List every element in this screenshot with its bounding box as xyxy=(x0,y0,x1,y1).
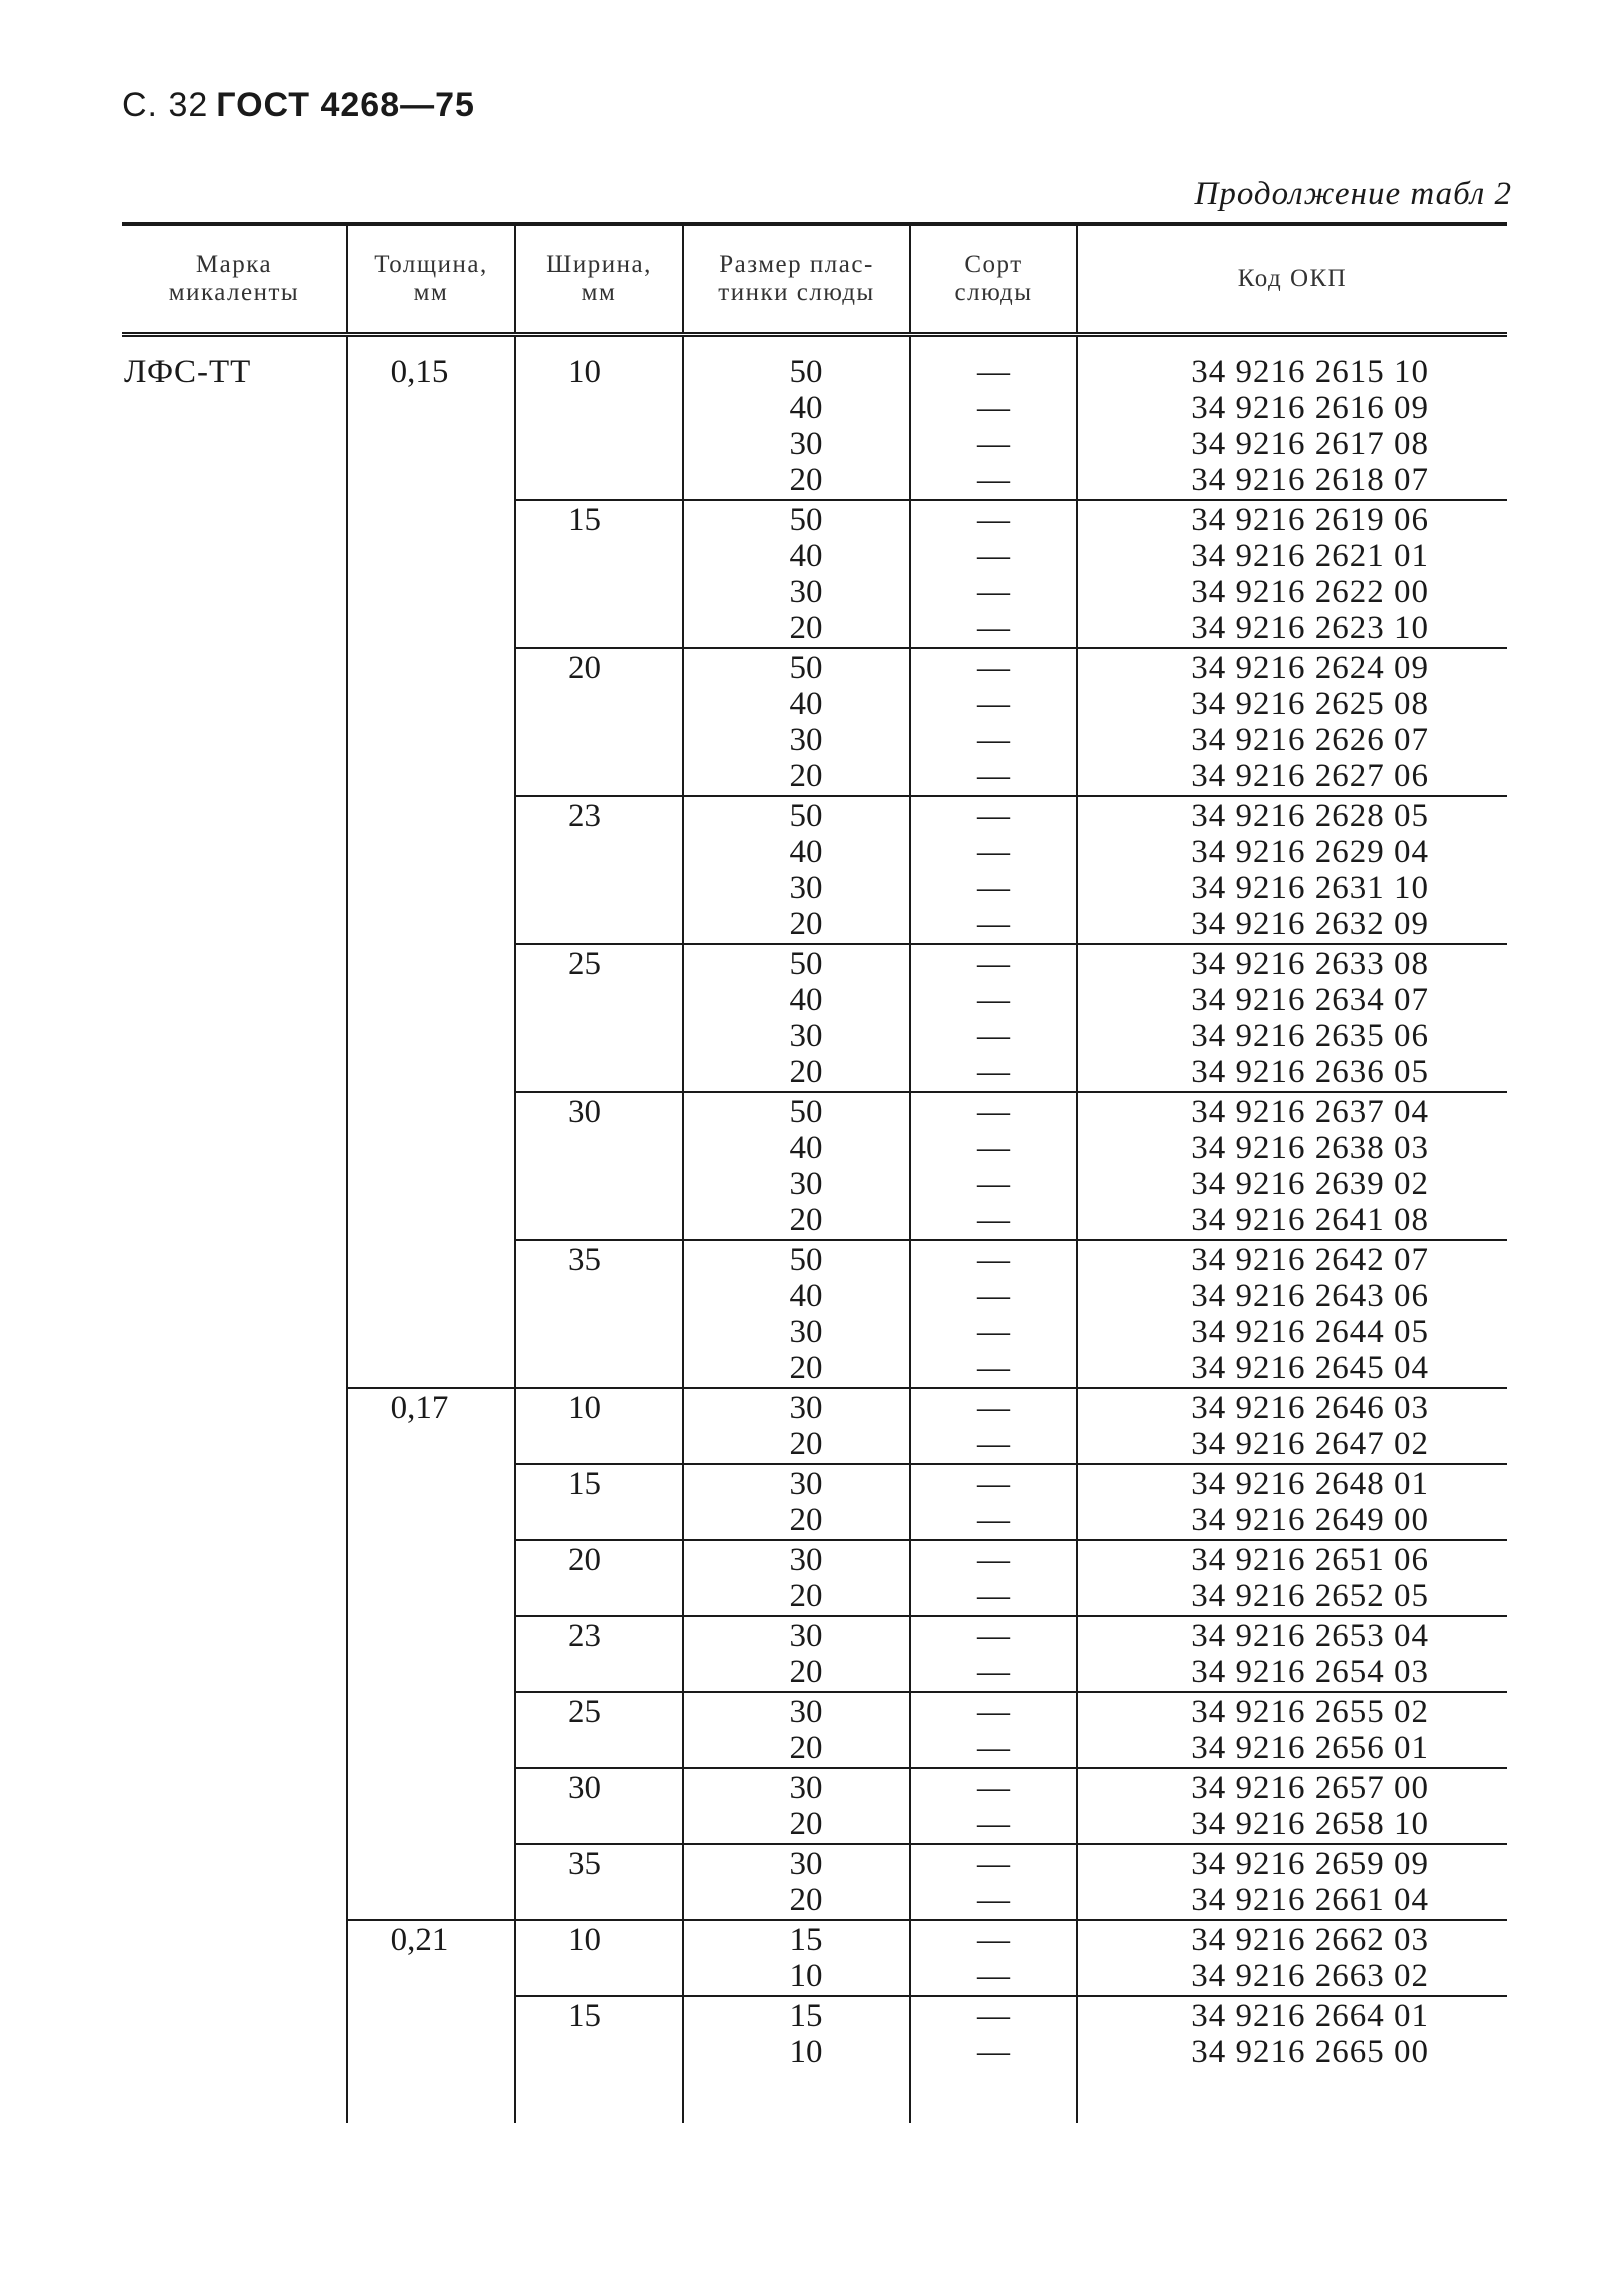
thickness-cell xyxy=(347,648,515,796)
okp-code-value: 34 9216 2662 03 xyxy=(1191,1921,1429,1958)
plate-size-value: 30 xyxy=(789,1313,823,1350)
width-value: 10 xyxy=(568,353,601,390)
okp-code-cell xyxy=(1077,1540,1507,1616)
grade-dash: — xyxy=(977,2033,1010,2070)
mica-grade-cell xyxy=(910,1540,1077,1616)
thickness-cell xyxy=(347,1692,515,1768)
thickness-cell xyxy=(347,1540,515,1616)
width-value: 23 xyxy=(568,1617,601,1654)
okp-code-value: 34 9216 2643 06 xyxy=(1191,1277,1429,1314)
grade-dash: — xyxy=(977,573,1010,610)
header-okp-code: Код ОКП xyxy=(1077,224,1507,334)
plate-size-value: 40 xyxy=(789,389,823,426)
table-row xyxy=(122,944,1507,1092)
plate-size-cell xyxy=(683,1844,910,1920)
plate-size-cell xyxy=(683,1388,910,1464)
grade-dash: — xyxy=(977,353,1010,390)
okp-code-value: 34 9216 2652 05 xyxy=(1191,1577,1429,1614)
grade-dash: — xyxy=(977,1129,1010,1166)
plate-size-value: 30 xyxy=(789,869,823,906)
width-value: 30 xyxy=(568,1093,601,1130)
thickness-cell xyxy=(347,353,515,500)
thickness-cell xyxy=(347,1768,515,1844)
width-value: 20 xyxy=(568,649,601,686)
mark-cell xyxy=(122,648,347,796)
plate-size-value: 50 xyxy=(789,1093,823,1130)
mica-grade-cell xyxy=(910,944,1077,1092)
plate-size-cell xyxy=(683,1616,910,1692)
grade-dash: — xyxy=(977,1241,1010,1278)
plate-size-value: 30 xyxy=(789,1693,823,1730)
plate-size-cell xyxy=(683,944,910,1092)
width-value: 10 xyxy=(568,1921,601,1958)
okp-code-cell xyxy=(1077,944,1507,1092)
grade-dash: — xyxy=(977,797,1010,834)
plate-size-value: 20 xyxy=(789,1053,823,1090)
okp-code-cell xyxy=(1077,1092,1507,1240)
grade-dash: — xyxy=(977,1845,1010,1882)
okp-code-cell xyxy=(1077,648,1507,796)
okp-code-value: 34 9216 2615 10 xyxy=(1191,353,1429,390)
plate-size-value: 50 xyxy=(789,1241,823,1278)
grade-dash: — xyxy=(977,389,1010,426)
okp-code-value: 34 9216 2649 00 xyxy=(1191,1501,1429,1538)
mark-cell xyxy=(122,1388,347,1464)
plate-size-value: 15 xyxy=(789,1997,823,2034)
plate-size-value: 20 xyxy=(789,905,823,942)
mica-grade-cell xyxy=(910,1240,1077,1388)
grade-dash: — xyxy=(977,1053,1010,1090)
grade-dash: — xyxy=(977,1425,1010,1462)
width-cell xyxy=(515,796,683,944)
plate-size-value: 40 xyxy=(789,1129,823,1166)
okp-code-value: 34 9216 2642 07 xyxy=(1191,1241,1429,1278)
grade-dash: — xyxy=(977,1277,1010,1314)
page-number: С. 32 xyxy=(122,86,209,124)
table-row xyxy=(122,1996,1507,2071)
okp-code-value: 34 9216 2636 05 xyxy=(1191,1053,1429,1090)
thickness-cell xyxy=(347,1920,515,1996)
plate-size-value: 15 xyxy=(789,1921,823,1958)
mica-grade-cell xyxy=(910,1996,1077,2071)
width-value: 10 xyxy=(568,1389,601,1426)
page-header xyxy=(122,86,475,125)
plate-size-value: 30 xyxy=(789,1845,823,1882)
mica-grade-cell xyxy=(910,1768,1077,1844)
width-value: 35 xyxy=(568,1845,601,1882)
header-mark: Марка микаленты xyxy=(122,224,347,334)
mica-grade-cell xyxy=(910,1920,1077,1996)
grade-dash: — xyxy=(977,905,1010,942)
okp-code-value: 34 9216 2633 08 xyxy=(1191,945,1429,982)
standard-number: ГОСТ 4268—75 xyxy=(216,86,475,124)
mark-cell xyxy=(122,1920,347,1996)
plate-size-value: 40 xyxy=(789,1277,823,1314)
plate-size-value: 20 xyxy=(789,1729,823,1766)
okp-code-value: 34 9216 2622 00 xyxy=(1191,573,1429,610)
okp-code-cell xyxy=(1077,500,1507,648)
okp-code-value: 34 9216 2661 04 xyxy=(1191,1881,1429,1918)
plate-size-value: 30 xyxy=(789,425,823,462)
plate-size-value: 20 xyxy=(789,1349,823,1386)
plate-size-cell xyxy=(683,353,910,500)
mark-cell xyxy=(122,1464,347,1540)
grade-dash: — xyxy=(977,1349,1010,1386)
grade-dash: — xyxy=(977,833,1010,870)
mark-cell xyxy=(122,1844,347,1920)
plate-size-cell xyxy=(683,1692,910,1768)
mark-value: ЛФС-ТТ xyxy=(124,353,252,390)
plate-size-cell xyxy=(683,796,910,944)
plate-size-value: 50 xyxy=(789,501,823,538)
grade-dash: — xyxy=(977,1465,1010,1502)
okp-code-value: 34 9216 2647 02 xyxy=(1191,1425,1429,1462)
okp-code-value: 34 9216 2655 02 xyxy=(1191,1693,1429,1730)
plate-size-value: 30 xyxy=(789,1465,823,1502)
table-row xyxy=(122,1920,1507,1996)
width-value: 25 xyxy=(568,945,601,982)
okp-code-value: 34 9216 2658 10 xyxy=(1191,1805,1429,1842)
width-cell xyxy=(515,1540,683,1616)
table-row xyxy=(122,1464,1507,1540)
width-value: 15 xyxy=(568,1997,601,2034)
thickness-cell xyxy=(347,1616,515,1692)
okp-code-value: 34 9216 2634 07 xyxy=(1191,981,1429,1018)
okp-code-value: 34 9216 2646 03 xyxy=(1191,1389,1429,1426)
okp-code-cell xyxy=(1077,1388,1507,1464)
width-cell xyxy=(515,500,683,648)
width-cell xyxy=(515,1920,683,1996)
thickness-cell xyxy=(347,1092,515,1240)
plate-size-value: 30 xyxy=(789,1541,823,1578)
mark-cell xyxy=(122,944,347,1092)
plate-size-value: 30 xyxy=(789,1389,823,1426)
plate-size-value: 20 xyxy=(789,1501,823,1538)
grade-dash: — xyxy=(977,1389,1010,1426)
mark-cell xyxy=(122,1996,347,2071)
table-row xyxy=(122,796,1507,944)
grade-dash: — xyxy=(977,1577,1010,1614)
plate-size-value: 30 xyxy=(789,721,823,758)
okp-code-value: 34 9216 2632 09 xyxy=(1191,905,1429,942)
grade-dash: — xyxy=(977,1165,1010,1202)
thickness-value: 0,17 xyxy=(390,1389,449,1426)
mark-cell xyxy=(122,500,347,648)
table-row xyxy=(122,1092,1507,1240)
plate-size-cell xyxy=(683,1240,910,1388)
mark-cell xyxy=(122,1540,347,1616)
mica-grade-cell xyxy=(910,1092,1077,1240)
thickness-cell xyxy=(347,1388,515,1464)
okp-code-value: 34 9216 2639 02 xyxy=(1191,1165,1429,1202)
plate-size-value: 40 xyxy=(789,833,823,870)
okp-code-cell xyxy=(1077,1768,1507,1844)
okp-code-value: 34 9216 2626 07 xyxy=(1191,721,1429,758)
plate-size-value: 20 xyxy=(789,1805,823,1842)
width-cell xyxy=(515,1616,683,1692)
okp-code-value: 34 9216 2617 08 xyxy=(1191,425,1429,462)
okp-code-value: 34 9216 2654 03 xyxy=(1191,1653,1429,1690)
okp-code-cell xyxy=(1077,1240,1507,1388)
grade-dash: — xyxy=(977,721,1010,758)
plate-size-value: 30 xyxy=(789,1017,823,1054)
grade-dash: — xyxy=(977,1997,1010,2034)
grade-dash: — xyxy=(977,501,1010,538)
grade-dash: — xyxy=(977,1017,1010,1054)
thickness-value: 0,21 xyxy=(390,1921,449,1958)
mica-grade-cell xyxy=(910,1692,1077,1768)
grade-dash: — xyxy=(977,685,1010,722)
grade-dash: — xyxy=(977,1805,1010,1842)
okp-code-value: 34 9216 2645 04 xyxy=(1191,1349,1429,1386)
mica-grade-cell xyxy=(910,1464,1077,1540)
okp-code-cell xyxy=(1077,1692,1507,1768)
plate-size-value: 40 xyxy=(789,981,823,1018)
grade-dash: — xyxy=(977,1693,1010,1730)
plate-size-cell xyxy=(683,1996,910,2071)
plate-size-cell xyxy=(683,1540,910,1616)
okp-code-value: 34 9216 2624 09 xyxy=(1191,649,1429,686)
header-width: Ширина, мм xyxy=(515,224,683,334)
thickness-value: 0,15 xyxy=(390,353,449,390)
okp-code-value: 34 9216 2657 00 xyxy=(1191,1769,1429,1806)
mark-cell xyxy=(122,1240,347,1388)
grade-dash: — xyxy=(977,1617,1010,1654)
grade-dash: — xyxy=(977,1957,1010,1994)
grade-dash: — xyxy=(977,1541,1010,1578)
okp-code-cell xyxy=(1077,1996,1507,2071)
grade-dash: — xyxy=(977,649,1010,686)
okp-code-value: 34 9216 2627 06 xyxy=(1191,757,1429,794)
okp-code-value: 34 9216 2638 03 xyxy=(1191,1129,1429,1166)
thickness-cell xyxy=(347,1844,515,1920)
table-caption: Продолжение табл 2 xyxy=(1194,176,1512,212)
grade-dash: — xyxy=(977,1769,1010,1806)
okp-code-value: 34 9216 2651 06 xyxy=(1191,1541,1429,1578)
grade-dash: — xyxy=(977,1201,1010,1238)
width-value: 30 xyxy=(568,1769,601,1806)
width-cell xyxy=(515,1092,683,1240)
width-cell xyxy=(515,1692,683,1768)
plate-size-cell xyxy=(683,1092,910,1240)
mica-grade-cell xyxy=(910,796,1077,944)
grade-dash: — xyxy=(977,869,1010,906)
width-cell xyxy=(515,1768,683,1844)
mica-grade-cell xyxy=(910,1388,1077,1464)
plate-size-value: 20 xyxy=(789,1425,823,1462)
grade-dash: — xyxy=(977,1313,1010,1350)
plate-size-cell xyxy=(683,1768,910,1844)
plate-size-value: 40 xyxy=(789,537,823,574)
width-value: 35 xyxy=(568,1241,601,1278)
width-cell xyxy=(515,1996,683,2071)
grade-dash: — xyxy=(977,1501,1010,1538)
plate-size-cell xyxy=(683,1464,910,1540)
table-row xyxy=(122,500,1507,648)
plate-size-value: 20 xyxy=(789,1201,823,1238)
width-cell xyxy=(515,648,683,796)
plate-size-cell xyxy=(683,500,910,648)
okp-code-value: 34 9216 2621 01 xyxy=(1191,537,1429,574)
plate-size-cell xyxy=(683,1920,910,1996)
width-value: 20 xyxy=(568,1541,601,1578)
mica-grade-cell xyxy=(910,353,1077,500)
okp-code-value: 34 9216 2653 04 xyxy=(1191,1617,1429,1654)
okp-code-cell xyxy=(1077,1616,1507,1692)
okp-code-value: 34 9216 2665 00 xyxy=(1191,2033,1429,2070)
width-cell xyxy=(515,944,683,1092)
table-row xyxy=(122,1388,1507,1464)
table-row xyxy=(122,353,1507,500)
okp-code-value: 34 9216 2616 09 xyxy=(1191,389,1429,426)
okp-code-value: 34 9216 2619 06 xyxy=(1191,501,1429,538)
plate-size-value: 30 xyxy=(789,1165,823,1202)
okp-code-value: 34 9216 2644 05 xyxy=(1191,1313,1429,1350)
mica-grade-cell xyxy=(910,1844,1077,1920)
grade-dash: — xyxy=(977,609,1010,646)
table-row xyxy=(122,1540,1507,1616)
thickness-cell xyxy=(347,944,515,1092)
width-cell xyxy=(515,353,683,500)
thickness-cell xyxy=(347,1240,515,1388)
plate-size-value: 50 xyxy=(789,353,823,390)
plate-size-value: 20 xyxy=(789,757,823,794)
table-row xyxy=(122,1616,1507,1692)
plate-size-value: 30 xyxy=(789,1769,823,1806)
plate-size-value: 30 xyxy=(789,573,823,610)
okp-code-value: 34 9216 2641 08 xyxy=(1191,1201,1429,1238)
width-value: 15 xyxy=(568,501,601,538)
okp-code-cell xyxy=(1077,1464,1507,1540)
grade-dash: — xyxy=(977,981,1010,1018)
width-value: 25 xyxy=(568,1693,601,1730)
mark-cell xyxy=(122,1768,347,1844)
table-body xyxy=(122,334,1507,2123)
okp-code-value: 34 9216 2648 01 xyxy=(1191,1465,1429,1502)
okp-code-value: 34 9216 2637 04 xyxy=(1191,1093,1429,1130)
thickness-cell xyxy=(347,1464,515,1540)
okp-code-cell xyxy=(1077,796,1507,944)
okp-code-value: 34 9216 2628 05 xyxy=(1191,797,1429,834)
plate-size-value: 10 xyxy=(789,2033,823,2070)
okp-code-cell xyxy=(1077,1920,1507,1996)
width-value: 15 xyxy=(568,1465,601,1502)
plate-size-value: 20 xyxy=(789,1577,823,1614)
okp-code-value: 34 9216 2618 07 xyxy=(1191,461,1429,498)
okp-code-value: 34 9216 2629 04 xyxy=(1191,833,1429,870)
grade-dash: — xyxy=(977,1093,1010,1130)
grade-dash: — xyxy=(977,1653,1010,1690)
table-row xyxy=(122,648,1507,796)
plate-size-value: 20 xyxy=(789,609,823,646)
okp-code-value: 34 9216 2659 09 xyxy=(1191,1845,1429,1882)
okp-code-value: 34 9216 2656 01 xyxy=(1191,1729,1429,1766)
plate-size-value: 50 xyxy=(789,797,823,834)
okp-code-table xyxy=(122,222,1507,2123)
width-cell xyxy=(515,1388,683,1464)
grade-dash: — xyxy=(977,461,1010,498)
table-header-row xyxy=(122,224,1507,334)
table-row xyxy=(122,1844,1507,1920)
okp-code-cell xyxy=(1077,1844,1507,1920)
grade-dash: — xyxy=(977,425,1010,462)
grade-dash: — xyxy=(977,1729,1010,1766)
plate-size-value: 30 xyxy=(789,1617,823,1654)
thickness-cell xyxy=(347,796,515,944)
plate-size-value: 20 xyxy=(789,1881,823,1918)
plate-size-value: 20 xyxy=(789,461,823,498)
grade-dash: — xyxy=(977,1921,1010,1958)
okp-code-value: 34 9216 2625 08 xyxy=(1191,685,1429,722)
table-row xyxy=(122,1692,1507,1768)
width-cell xyxy=(515,1844,683,1920)
mark-cell xyxy=(122,1692,347,1768)
plate-size-value: 40 xyxy=(789,685,823,722)
mark-cell xyxy=(122,796,347,944)
plate-size-cell xyxy=(683,648,910,796)
header-thickness: Толщина, мм xyxy=(347,224,515,334)
okp-code-value: 34 9216 2664 01 xyxy=(1191,1997,1429,2034)
header-plate-size: Размер плас- тинки слюды xyxy=(683,224,910,334)
grade-dash: — xyxy=(977,757,1010,794)
grade-dash: — xyxy=(977,945,1010,982)
width-cell xyxy=(515,1240,683,1388)
mark-cell xyxy=(122,353,347,500)
plate-size-value: 50 xyxy=(789,945,823,982)
thickness-cell xyxy=(347,500,515,648)
mark-cell xyxy=(122,1092,347,1240)
okp-code-value: 34 9216 2623 10 xyxy=(1191,609,1429,646)
table-row xyxy=(122,1768,1507,1844)
mica-grade-cell xyxy=(910,500,1077,648)
okp-code-value: 34 9216 2663 02 xyxy=(1191,1957,1429,1994)
width-cell xyxy=(515,1464,683,1540)
plate-size-value: 20 xyxy=(789,1653,823,1690)
okp-code-value: 34 9216 2631 10 xyxy=(1191,869,1429,906)
table-row xyxy=(122,1240,1507,1388)
grade-dash: — xyxy=(977,537,1010,574)
plate-size-value: 50 xyxy=(789,649,823,686)
thickness-cell xyxy=(347,1996,515,2071)
mica-grade-cell xyxy=(910,648,1077,796)
okp-code-value: 34 9216 2635 06 xyxy=(1191,1017,1429,1054)
mica-grade-cell xyxy=(910,1616,1077,1692)
okp-code-cell xyxy=(1077,353,1507,500)
header-mica-grade: Сорт слюды xyxy=(910,224,1077,334)
plate-size-value: 10 xyxy=(789,1957,823,1994)
grade-dash: — xyxy=(977,1881,1010,1918)
mark-cell xyxy=(122,1616,347,1692)
width-value: 23 xyxy=(568,797,601,834)
